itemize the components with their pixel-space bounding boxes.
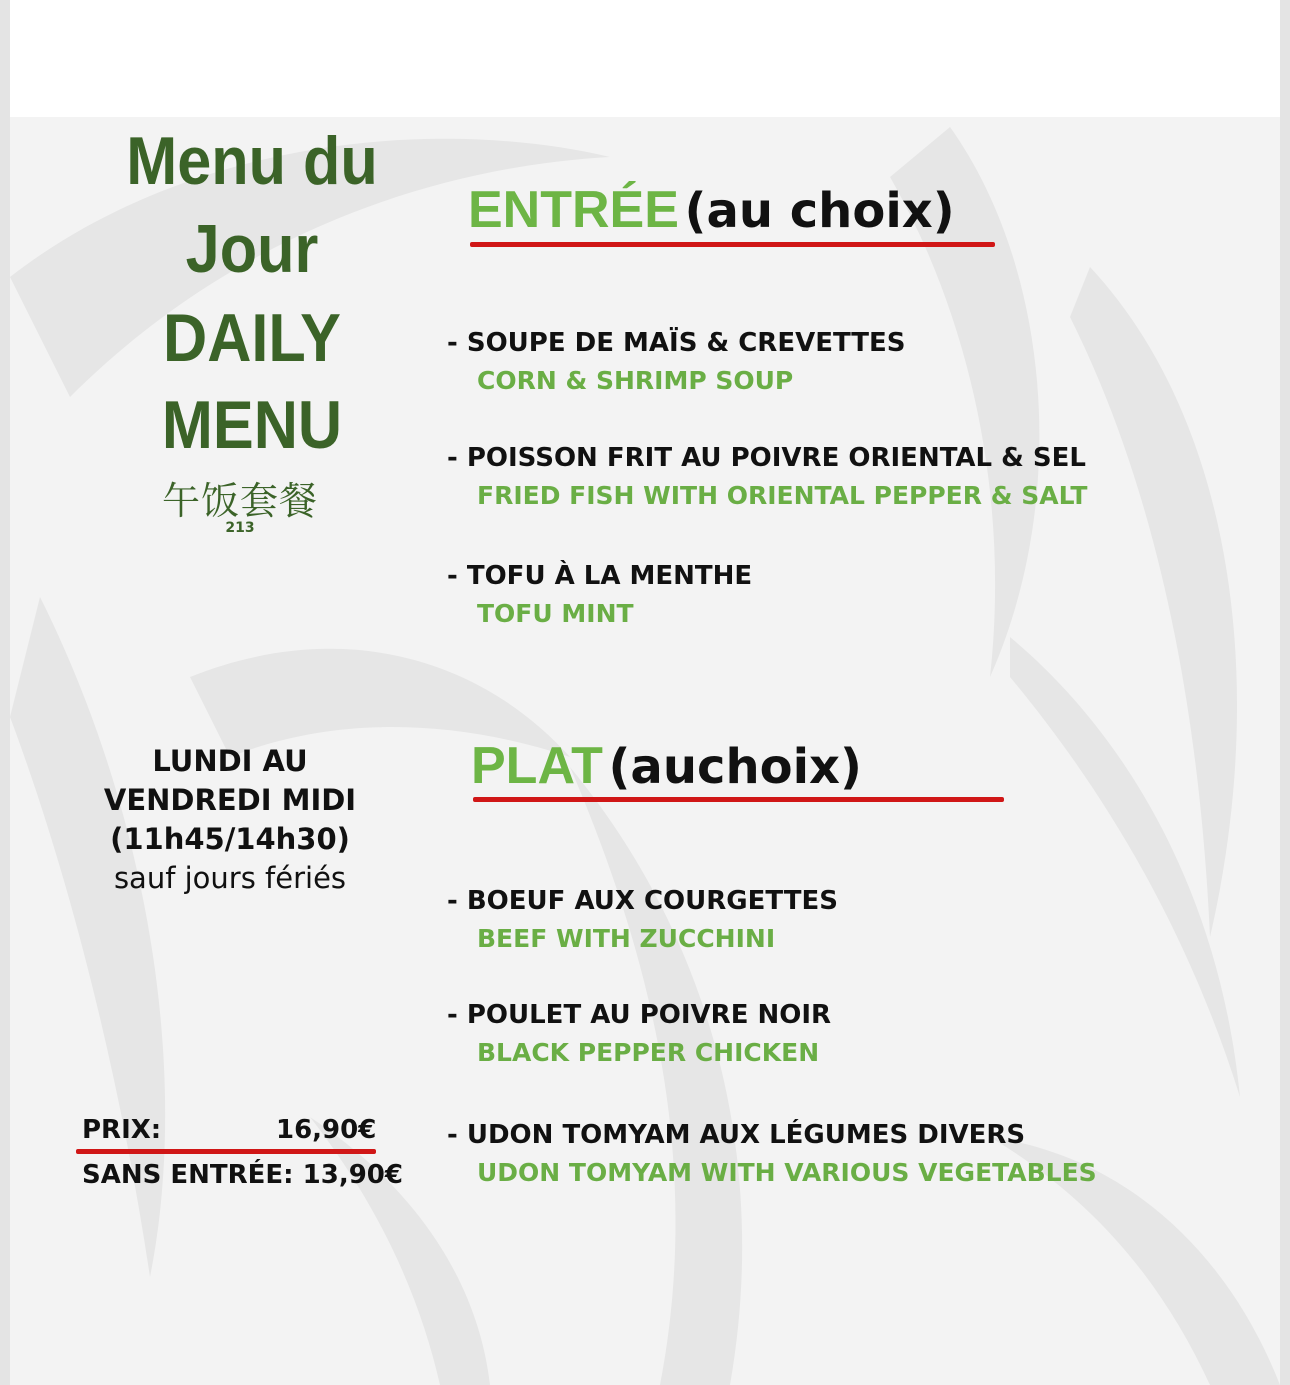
plat-item-french: - POULET AU POIVRE NOIR xyxy=(447,1000,832,1030)
plat-underline xyxy=(473,797,1004,802)
plat-heading xyxy=(471,736,862,796)
entree-item-french: - TOFU À LA MENTHE xyxy=(447,561,753,591)
chinese-title: 午饭套餐 xyxy=(161,479,318,523)
plat-item xyxy=(447,1118,1097,1190)
menu-title-line-3: DAILY xyxy=(162,300,341,376)
plat-item-french: - UDON TOMYAM AUX LÉGUMES DIVERS xyxy=(447,1120,1026,1150)
hours-line-1: LUNDI AU xyxy=(152,744,308,778)
entree-item xyxy=(447,559,752,631)
plat-item xyxy=(447,998,831,1070)
entree-item-english: CORN & SHRIMP SOUP xyxy=(477,366,794,395)
service-hours xyxy=(100,742,360,898)
price-without-starter: SANS ENTRÉE: 13,90€ xyxy=(82,1160,403,1190)
menu-code: 213 xyxy=(225,520,255,536)
hours-line-2: VENDREDI MIDI xyxy=(103,783,357,817)
plat-item-english: BLACK PEPPER CHICKEN xyxy=(477,1038,820,1067)
entree-item-english: TOFU MINT xyxy=(477,599,634,628)
menu-title-line-1: Menu du xyxy=(126,123,378,199)
top-white-band xyxy=(10,0,1280,117)
entree-heading xyxy=(468,180,955,240)
menu-page xyxy=(10,0,1280,1385)
price-value: 16,90€ xyxy=(276,1115,377,1145)
plat-heading-sub: (auchoix) xyxy=(608,739,862,795)
plat-item-french: - BOEUF AUX COURGETTES xyxy=(447,886,838,916)
menu-title-line-4: MENU xyxy=(161,387,343,463)
hours-line-4: sauf jours fériés xyxy=(113,861,347,895)
price-underline xyxy=(76,1149,376,1154)
hours-line-3: (11h45/14h30) xyxy=(110,822,350,856)
plat-item-english: BEEF WITH ZUCCHINI xyxy=(477,924,776,953)
plat-heading-main: PLAT xyxy=(471,737,603,795)
entree-item-french: - SOUPE DE MAÏS & CREVETTES xyxy=(447,328,906,358)
price-label: PRIX: xyxy=(82,1115,162,1145)
entree-heading-sub: (au choix) xyxy=(684,183,955,239)
menu-title-line-2: Jour xyxy=(185,211,319,287)
entree-item xyxy=(447,441,1087,513)
plat-item xyxy=(447,884,838,956)
entree-underline xyxy=(470,242,995,247)
entree-heading-main: ENTRÉE xyxy=(468,181,679,239)
entree-item-french: - POISSON FRIT AU POIVRE ORIENTAL & SEL xyxy=(447,443,1086,473)
plat-item-english: UDON TOMYAM WITH VARIOUS VEGETABLES xyxy=(477,1158,1097,1187)
entree-item-english: FRIED FISH WITH ORIENTAL PEPPER & SALT xyxy=(477,481,1088,510)
entree-item xyxy=(447,326,906,398)
